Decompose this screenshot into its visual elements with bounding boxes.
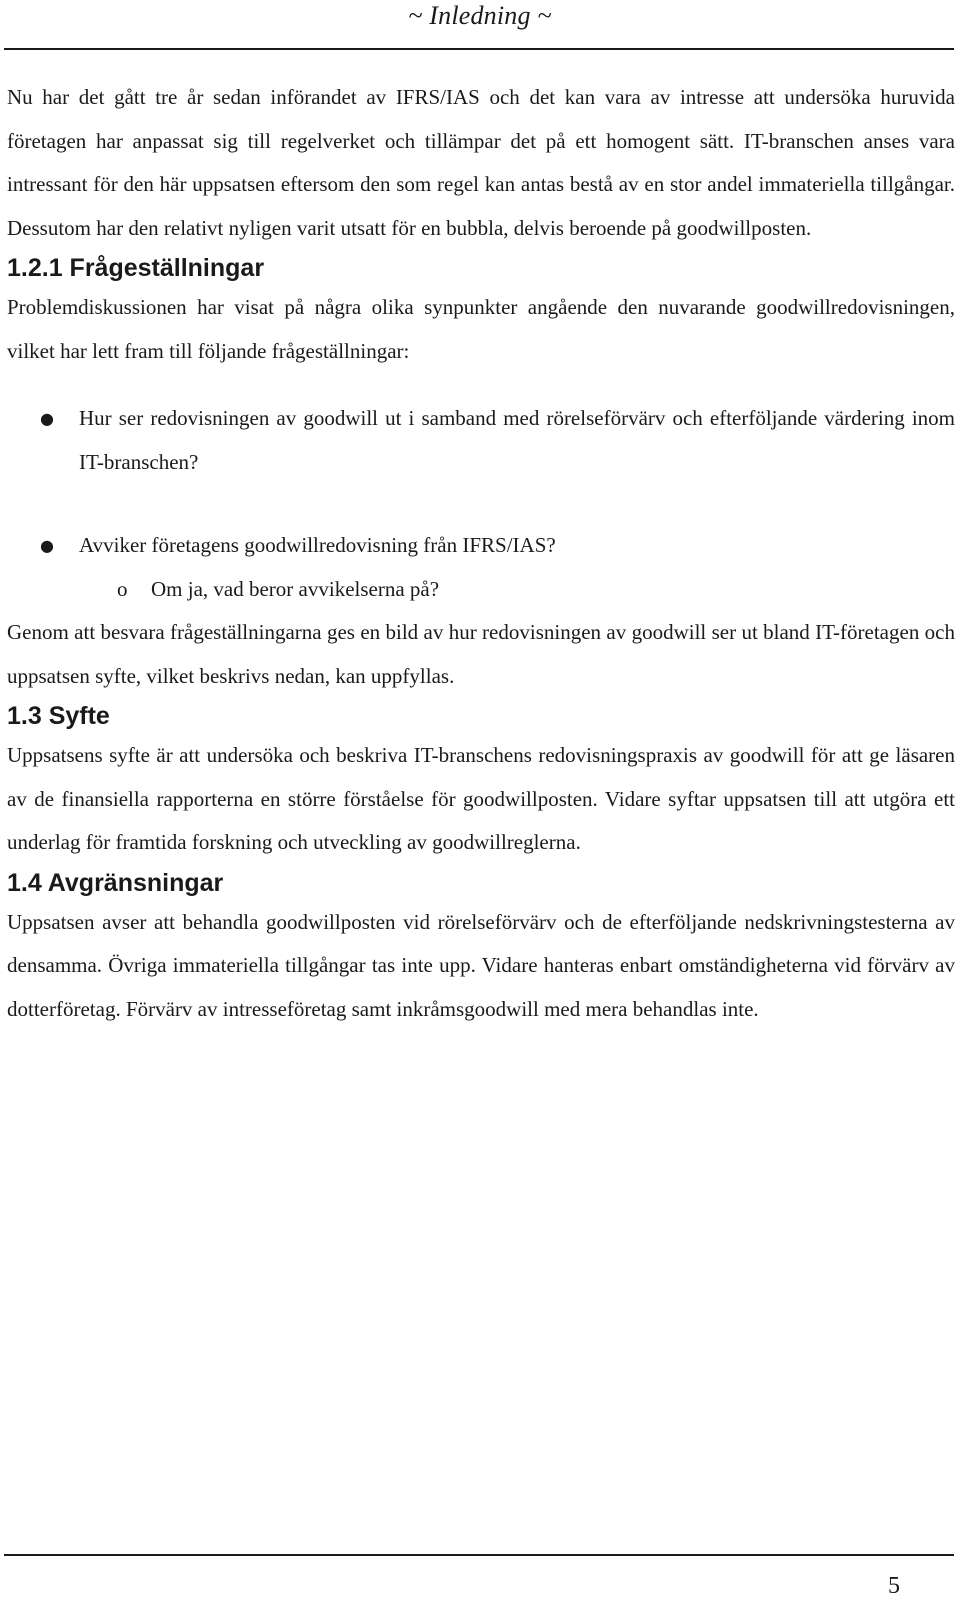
section-heading-syfte: 1.3 Syfte xyxy=(7,702,110,730)
avgransningar-paragraph: Uppsatsen avser att behandla goodwillposten vid rörelseförvärv och de efterföljande nedskrivningstesterna av densamma. Övriga immateriella tillgångar tas inte upp. Vidare hanteras enbart omständigheterna vid förvärv av dotterföretag. Förvärv av intresseföretag samt inkråmsgoodwill med mera behandlas inte. xyxy=(7,909,955,1021)
question-item xyxy=(7,397,955,484)
question-item xyxy=(7,524,955,611)
syfte-paragraph: Uppsatsens syfte är att undersöka och beskriva IT-branschens redovisningspraxis av goodwill för att ge läsaren av de finansiella rapporterna en större förståelse för goodwillposten. Vidare syftar uppsatsen till att utgöra ett underlag för framtida forskning och utveckling av goodwillreglerna. xyxy=(7,743,955,854)
bullet-icon: ● xyxy=(40,536,54,555)
sub-bullet-marker: o xyxy=(117,576,128,601)
section-heading-fragestallningar: 1.2.1 Frågeställningar xyxy=(7,254,265,282)
running-header: ~ Inledning ~ xyxy=(408,1,552,30)
question-text: Hur ser redovisningen av goodwill ut i samband med rörelseförvärv och efterföljande värdering inom IT-branschen? xyxy=(79,406,955,474)
intro-paragraph: Nu har det gått tre år sedan införandet av IFRS/IAS och det kan vara av intresse att undersöka huruvida företagen har anpassat sig till regelverket och tillämpar det på ett homogent sätt. IT-branschen anses vara intressant för den här uppsatsen eftersom den som regel kan antas bestå av en stor andel immateriella tillgångar. Dessutom har den relativt nyligen varit utsatt för en bubbla, delvis beroende på goodwillposten. xyxy=(7,85,955,240)
fragestallningar-paragraph: Problemdiskussionen har visat på några olika synpunkter angående den nuvarande goodwillredovisningen, vilket har lett fram till följande frågeställningar: xyxy=(7,295,955,363)
bullet-icon: ● xyxy=(40,409,54,428)
fragestallningar-closing-paragraph: Genom att besvara frågeställningarna ges en bild av hur redovisningen av goodwill ser ut bland IT-företagen och uppsatsen syfte, vilket beskrivs nedan, kan uppfyllas. xyxy=(7,620,955,688)
section-heading-avgransningar: 1.4 Avgränsningar xyxy=(7,868,224,897)
sub-question-text: Om ja, vad beror avvikelserna på? xyxy=(151,576,440,601)
page-number: 5 xyxy=(888,1573,900,1599)
question-text: Avviker företagens goodwillredovisning från IFRS/IAS? xyxy=(79,533,556,557)
sub-question-item xyxy=(79,568,955,612)
header-rule xyxy=(4,48,954,50)
sub-question-list xyxy=(79,568,955,612)
page-content xyxy=(7,76,955,1031)
footer-rule xyxy=(4,1554,954,1556)
question-list xyxy=(7,397,955,611)
